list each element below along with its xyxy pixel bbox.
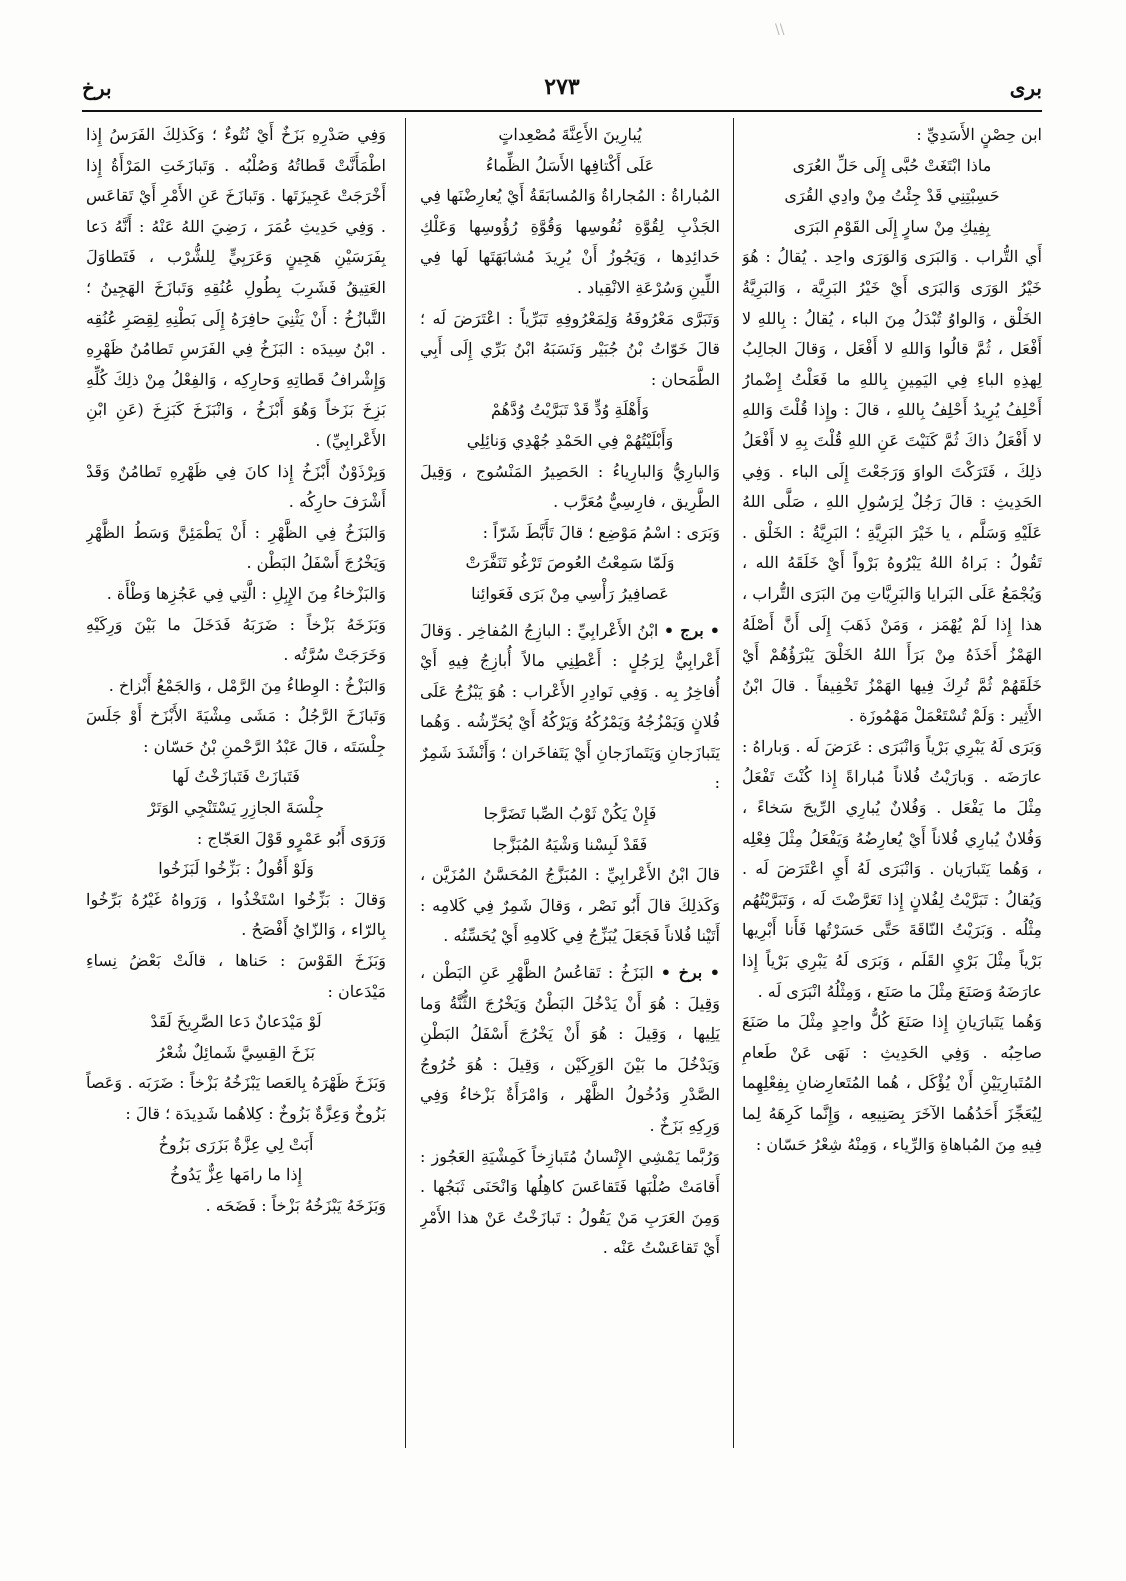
text-paragraph: وَالبارِيُّ وَالبارِياءُ : الحَصِيرُ المَنْسُوج ، وَقِيلَ الطَّرِيق ، فارِسِيٌّ مُعَرَّب . bbox=[420, 461, 720, 512]
header-rule bbox=[82, 110, 1042, 112]
verse-line: ماذا ابْتَغَتْ حُبَّى إِلَى حَلِّ العُرَى bbox=[792, 155, 992, 175]
verse-line: وَلَمّا سَمِعْتُ العُوصَ تَرْغُو تَنَفَّرَتْ bbox=[465, 553, 675, 573]
verse-line: إِذا ما رامَها عِزٌّ يَدُوخُ bbox=[169, 1165, 303, 1185]
text-paragraph: وَبَزَخَهُ يَبْزَخُهُ بَزْخاً : فَضَحَه . bbox=[205, 1195, 386, 1215]
entry-text: ابْنُ الأَعْرابِيِّ : البازِجُ المُفاخِر . وَقالَ أَعْرابِيٌّ لِرَجُلٍ : أَعْطِنِي مالاً أُبازِجُ فِيهِ أَيْ أُفاخِرُ بِه . وَفِي نَوادِرِ الأَعْراب : هُوَ يَبْزُجُ عَلَى فُلانٍ وَيَمْزُجُهُ وَيَمْرُكُهُ وَيَرْكُهُ أَيْ يُحَرِّشُه . وَهُما يَتَبازَجانِ وَيَتَمازَجانِ أَيْ يَتَفاخَران ؛ وَأَنْشَدَ شَمِرٌ : bbox=[420, 620, 720, 793]
text-paragraph: وَبِرْذَوْنٌ أَبْزَخُ إِذا كانَ فِي ظَهْرِهِ تَطامُنٌ وَقَدْ أَشْرَفَ حارِكُه . bbox=[86, 461, 386, 512]
verse-line: أَبَتْ لِي عِزَّةٌ بَزَرَى بَزُوخُ bbox=[158, 1134, 314, 1154]
text-paragraph: وَرَوَى أَبُو عَمْرٍو قَوْلَ العَجّاج : bbox=[196, 828, 386, 848]
text-paragraph: وَرُبَّما يَمْشِي الإِنْسانُ مُتَبازِخاً كَمِشْيَةِ العَجُوز : أَقامَتْ صُلْبَها فَتَقاعَسَ كاهِلُها وَانْحَنَى ثَبَجُها . وَمِنَ العَرَبِ مَنْ يَقُولُ : تَبازَخْتُ عَنْ هذا الأَمْرِ أَيْ تَقاعَسْتُ عَنْه . bbox=[420, 1146, 720, 1258]
verse-line: عَلَى أَكْتافِها الأَسَلُ الظِّماءُ bbox=[485, 155, 655, 175]
page-number: ٢٧٣ bbox=[544, 74, 580, 100]
entry-text: البَزَخُ : تَقاعُسُ الظَّهْرِ عَنِ البَطْن ، وَقِيلَ : هُوَ أَنْ يَدْخُلَ البَطْنُ وَيَخْرُجَ الثُّنَّةُ وَما يَلِيها ، وَقِيلَ : هُوَ أَنْ يَخْرُجَ أَسْفَلُ البَطْنِ وَيَدْخُلَ ما بَيْنَ الوَرِكَيْن ، وَقِيلَ : هُوَ خُرُوجُ الصَّدْرِ وَدُخُولُ الظَّهْر ، وَامْرَأَةٌ بَزْخاءُ وَفِي وَرِكِهِ بَزَخٌ . bbox=[420, 963, 720, 1135]
text-paragraph: وَبَزَخَ القَوْسَ : حَناها ، قالَتْ بَعْضُ نِساءِ مَيْدَعان : bbox=[86, 951, 386, 1001]
verse-line: يُبارِينَ الأَعِنَّةَ مُصْعِداتٍ bbox=[498, 125, 642, 144]
column-left bbox=[86, 120, 386, 1460]
text-paragraph: وَبَرَى : اسْمُ مَوْضِع ؛ قالَ تَأَبَّطَ شَرّاً : bbox=[482, 522, 720, 542]
header-left-word: برخ bbox=[82, 76, 112, 100]
verse-line: بِفِيكِ مِنْ سارٍ إِلَى القَوْمِ البَرَى bbox=[793, 216, 991, 236]
text-paragraph: وَفِي صَدْرِهِ بَزَخٌ أَيْ نُتُوءٌ ؛ وَكَذلِكَ الفَرَسُ إِذا اطْمَأَنَّتْ قَطاتُهُ وَصُلْبُه . وَتَبازَخَتِ المَرْأَةُ إِذا أَخْرَجَتْ عَجِيزَتَها . وَتَبازَخَ عَنِ الأَمْرِ أَيْ تَقاعَس . وَفِي حَدِيثِ عُمَرَ ، رَضِيَ اللهُ عَنْهُ : أَنَّهُ دَعا بِفَرَسَيْنِ هَجِينٍ وَعَرَبِيٍّ لِلشُّرْب ، فَتَطاوَلَ العَتِيقُ فَشَرِبَ بِطُولِ عُنُقِهِ وَتَبازَخَ الهَجِينُ ؛ التَّبازُخُ : أَنْ يَثْنِيَ حافِرَهُ إِلَى بَطْنِهِ لِقِصَرِ عُنُقِه . ابْنُ سِيدَه : البَزَخُ فِي الفَرَسِ تَطامُنُ ظَهْرِهِ وَإِشْرافُ قَطاتِهِ وَحارِكِه ، وَالفِعْلُ مِنْ ذلِكَ كُلِّهِ بَزِخَ بَزَخاً وَهُوَ أَبْزَخُ ، وَانْبَزَخَ كَبَزِخَ (عَنِ ابْنِ الأَعْرابِيِّ) . bbox=[86, 125, 386, 450]
text-paragraph: وَتَبَرَّى مَعْرُوفَهُ وَلِمَعْرُوفِهِ تَبَرِّياً : اعْتَرَضَ لَه ؛ قالَ خَوّاتُ بْنُ جُبَيْر وَنَسَبَهُ ابْنُ بَرِّي إِلَى أَبِي الطَّمَحان : bbox=[420, 308, 720, 389]
text-paragraph: وَبَزَخَ ظَهْرَهُ بِالعَصا يَبْزَخُهُ بَزْخاً : ضَرَبَه . وَعَصاً بَزُوخٌ وَعِزَّةٌ بَزُوخٌ : كِلاهُما شَدِيدَة ؛ قالَ : bbox=[86, 1073, 386, 1123]
text-paragraph: وَبَرَى لَهُ يَبْرِي بَرْياً وَانْبَرَى : عَرَضَ لَه . وَباراهُ : عارَضَه . وَبارَيْتُ فُلاناً مُباراةً إِذا كُنْتَ تَفْعَلُ مِثْلَ ما يَفْعَل . وَفُلانٌ يُبارِي الرِّيحَ سَخاءً ، وَفُلانٌ يُبارِي فُلاناً أَيْ يُعارِضُهُ وَيَفْعَلُ مِثْلَ فِعْلِه ، وَهُما يَتَبارَيان . وَانْبَرَى لَهُ أَيِ اعْتَرَضَ لَه . وَيُقالُ : تَبَرَّيْتُ لِفُلانٍ إِذا تَعَرَّضْتَ لَه ، وَتَبَرَّيْتُهُم مِثْلُه . وَبَرَيْتُ النّاقَةَ حَتَّى حَسَرْتُها فَأَنا أَبْرِيها بَرْياً مِثْلَ بَرْيِ القَلَم ، وَبَرَى لَهُ يَبْرِي بَرْياً إِذا عارَضَهُ وَصَنَعَ مِثْلَ ما صَنَع ، وَمِثْلُهُ انْبَرَى لَه . bbox=[742, 736, 1042, 1001]
entry-paragraph bbox=[420, 958, 720, 1142]
verse-line: جِلْسَةَ الجازِرِ يَسْتَنْجِي الوَتَرْ bbox=[147, 798, 325, 818]
margin-mark: \\ bbox=[775, 22, 785, 38]
entry-headword: • برخ • bbox=[660, 963, 720, 983]
verse-line: حَسِبْتِنِي قَدْ جِئْتُ مِنْ وادِي القُرَى bbox=[784, 186, 1000, 206]
verse-line: فَإِنْ يَكُنْ ثَوْبُ الصِّبا تَضَرَّجا bbox=[483, 804, 657, 824]
column-divider bbox=[733, 118, 734, 1448]
text-paragraph: وَهُما يَتَبارَيانِ إِذا صَنَعَ كُلُّ واحِدٍ مِثْلَ ما صَنَعَ صاحِبُه . وَفِي الحَدِيثِ : نَهَى عَنْ طَعامِ المُتَبارِيَيْنِ أَنْ يُؤْكَل ، هُما المُتَعارِضانِ بِفِعْلِهِما لِيُعَجِّزَ أَحَدُهُما الآخَرَ بِصَنِيعِه ، وَإِنَّما كَرِهَهُ لِما فِيهِ مِنَ المُباهاةِ وَالرِّياء ، وَمِنْهُ شِعْرُ حَسّان : bbox=[742, 1012, 1042, 1154]
text-paragraph: وَالبَزَخُ فِي الظَّهْرِ : أَنْ يَطْمَئِنَّ وَسَطُ الظَّهْرِ وَيَخْرُجَ أَسْفَلُ البَطْن . bbox=[86, 522, 386, 573]
text-paragraph: وَتَبازَخَ الرَّجُلُ : مَشَى مِشْيَةَ الأَبْزَخ أَوْ جَلَسَ جِلْسَتَه ، قالَ عَبْدُ الرَّحْمنِ بْنُ حَسّان : bbox=[86, 706, 386, 756]
text-paragraph: وَقالَ : بَزِّخُوا اسْتَخْذُوا ، وَرَواهُ غَيْرُهُ بَرِّخُوا بِالرّاء ، وَالزّايُ أَفْصَحُ . bbox=[86, 889, 386, 940]
verse-line: لَوْ مَيْدَعانٌ دَعا الصَّرِيخَ لَقَدْ bbox=[150, 1012, 322, 1032]
verse-line: فَتَبازَتْ فَتَبازَخْتُ لَها bbox=[172, 767, 300, 787]
verse-line: وَأَهْلَةِ وُدٍّ قَدْ تَبَرَّيْتُ وُدَّهُمْ bbox=[491, 400, 649, 420]
verse-line: عَصافِيرُ رَأْسِي مِنْ بَرَى فَعَوائِنا bbox=[471, 583, 669, 603]
column-middle bbox=[420, 120, 720, 1460]
text-paragraph: المُباراةُ : المُجاراةُ وَالمُسابَقَةُ أَيْ يُعارِضْنَها فِي الجَذْبِ لِقُوَّةِ نُفُوسِها وَقُوَّةِ رُؤُوسِها وَعَلْكِ حَدائِدِها ، وَيَجُوزُ أَنْ يُرِيدَ مُشابَهَتَها لَها فِي اللِّينِ وَسُرْعَةِ الانْقِياد . bbox=[420, 186, 720, 297]
text-paragraph: وَالبَزْخُ : الوِطاءُ مِنَ الرَّمْل ، وَالجَمْعُ أَبْزاخ . bbox=[108, 675, 386, 695]
entry-headword: • برج • bbox=[663, 620, 720, 640]
page-header bbox=[82, 70, 1042, 110]
column-right bbox=[742, 120, 1042, 1460]
text-paragraph: وَبَزَخَهُ بَزْخاً : ضَرَبَهُ فَدَخَلَ ما بَيْنَ وَرِكَيْهِ وَخَرَجَتْ سُرَّتُه . bbox=[86, 614, 386, 665]
verse-line: وَلَوْ أَقُولُ : بَزِّخُوا لَبَزَخُوا bbox=[158, 859, 314, 879]
text-paragraph: وَالبَزْخاءُ مِنَ الإِبِلِ : الَّتِي فِي عَجُزِها وَطْأَة . bbox=[106, 583, 386, 603]
verse-line: بَزَخَ القِسِيَّ شَمائِلٌ شُعْرُ bbox=[157, 1042, 315, 1062]
verse-line: وَأَبْلَيْتُهُمْ فِي الحَمْدِ جُهْدِي وَنائِلِي bbox=[466, 430, 674, 450]
header-right-word: برى bbox=[1009, 76, 1042, 100]
column-divider bbox=[405, 118, 406, 1448]
text-paragraph: أَي التُّراب . وَالبَرَى وَالوَرَى واحِد . يُقالُ : هُوَ خَيْرُ الوَرَى وَالبَرَى أَيْ خَيْرُ البَرِيَّة ، وَالبَرِيَّةُ الخَلْق ، وَالواوُ تُبْدَلُ مِنَ الباء ، يُقالُ : بِاللهِ لا أَفْعَل ، ثُمَّ قالُوا وَاللهِ لا أَفْعَل ، وَقالَ الجالِبُ لِهذِهِ الباءِ فِي اليَمِينِ بِاللهِ ما فَعَلْتُ إِضْمارُ أَحْلِفُ يُرِيدُ أَحْلِفُ بِاللهِ ، قالَ : وإِذا قُلْتَ وَاللهِ لا أَفْعَلُ ذاكَ ثُمَّ كَنَيْتَ عَنِ اللهِ قُلْتَ بِهِ لا أَفْعَلُ ذلِكَ ، فَتَرَكْتَ الواوَ وَرَجَعْتَ إِلَى الباء . وَفِي الحَدِيثِ : قالَ رَجُلٌ لِرَسُولِ اللهِ ، صَلَّى اللهُ عَلَيْهِ وَسَلَّم ، يا خَيْرَ البَرِيَّةِ ؛ البَرِيَّةُ : الخَلْق . تَقُولُ : بَراهُ اللهُ يَبْرُوهُ بَرْواً أَيْ خَلَقَهُ الله ، وَيُجْمَعُ عَلَى البَرايا وَالبَرِيَّاتِ مِنَ البَرَى التُّراب ، هذا إِذا لَمْ يُهْمَز ، وَمَنْ ذَهَبَ إِلَى أَنَّ أَصْلَهُ الهَمْزُ أَخَذَهُ مِنْ بَرَأَ اللهُ الخَلْقَ يَبْرَؤُهُمْ أَيْ خَلَقَهُمْ ثُمَّ تُرِكَ فِيها الهَمْزُ تَخْفِيفاً . قالَ ابْنُ الأَثِير : وَلَمْ تُسْتَعْمَلْ مَهْمُوزَة . bbox=[742, 247, 1042, 726]
text-paragraph: ابن حِصْنٍ الأَسَدِيِّ : bbox=[916, 125, 1042, 144]
entry-paragraph bbox=[420, 616, 720, 800]
text-paragraph: قالَ ابْنُ الأَعْرابِيِّ : المُبَزَّجُ المُحَسَّنُ المُزَيَّن ، وَكَذلِكَ قالَ أَبُو نَصْر ، وَقالَ شَمِرٌ فِي كَلامِه : أَتَيْنا فُلاناً فَجَعَلَ يُبَزِّجُ فِي كَلامِهِ أَيْ يُحَسِّنُه . bbox=[420, 865, 720, 946]
verse-line: فَقَدْ لَبِسْنا وَشْيَهُ المُبَزَّجا bbox=[492, 834, 648, 854]
